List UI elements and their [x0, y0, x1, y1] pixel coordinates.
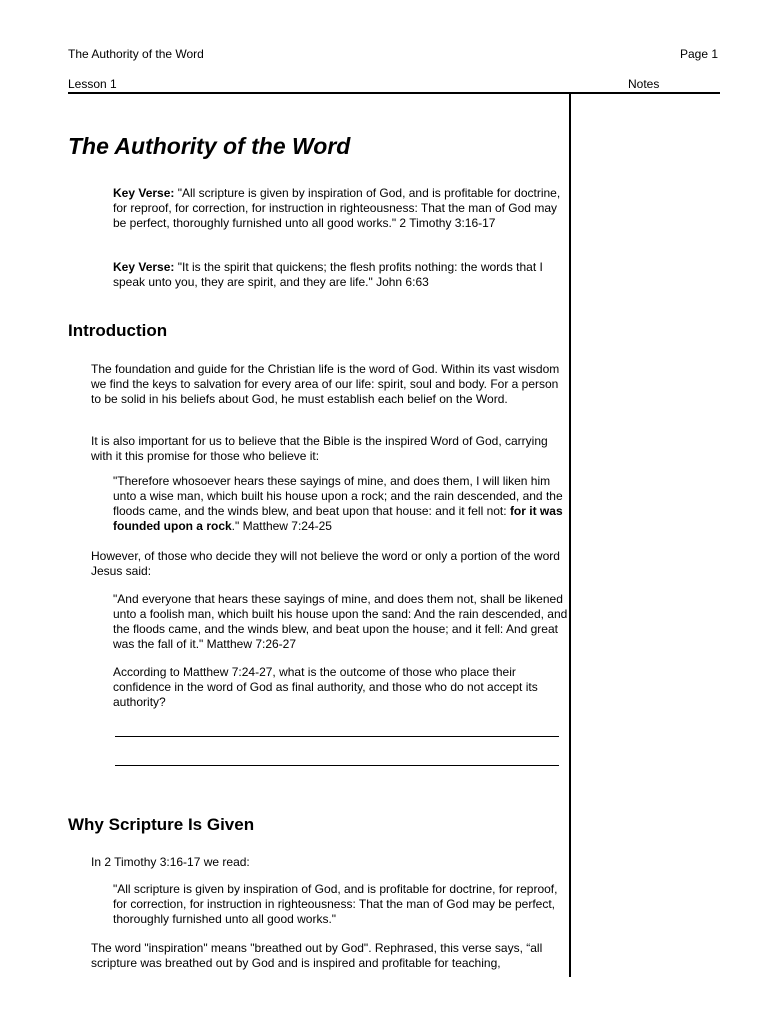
page-number: Page 1 — [680, 47, 719, 61]
intro-paragraph-1: The foundation and guide for the Christian life is the word of God. Within its vast wisdom we find the keys to salvation for every area of our life: spirit, soul and body. For a person to be solid in his beliefs about God, he must establish each belief on the Word. — [91, 362, 560, 406]
why-scripture-paragraph-2: The word "inspiration" means "breathed out by God". Rephrased, this verse says, “all scripture was breathed out by God and is inspired and profitable for teaching, — [91, 941, 543, 970]
header-rule — [68, 92, 720, 94]
key-verse-label: Key Verse: — [113, 260, 175, 274]
key-verse-1 — [113, 186, 568, 231]
quote-emphasis: for it was founded upon a rock — [113, 504, 563, 533]
quote-text: "Therefore whosoever hears these sayings of mine, and does them, I will liken him unto a wise man, which built his house upon a rock; and the rain descended, and the floods came, and the winds blew, and beat upon that house: and it fell not: — [113, 474, 563, 518]
document-title: The Authority of the Word — [68, 133, 351, 159]
introduction-heading: Introduction — [68, 321, 168, 340]
quote-reference: ." Matthew 7:24-25 — [231, 519, 332, 533]
header-title: The Authority of the Word — [68, 47, 204, 61]
quote-matthew-7-24 — [113, 474, 568, 534]
key-verse-text: "All scripture is given by inspiration of God, and is profitable for doctrine, for reproof, for correction, for instruction in righteousness: That the man of God may be perfect, thoroughly furnished unto all good works." 2 Timothy 3:16-17 — [113, 186, 561, 230]
answer-line-2[interactable] — [115, 765, 559, 766]
quote-matthew-7-26: "And everyone that hears these sayings of mine, and does them not, shall be likened unto a foolish man, which built his house upon the sand: And the rain descended, and the floods came, and the winds blew, and beat upon the house; and it fell: And great was the fall of it." Matthew 7:26-27 — [113, 592, 568, 651]
notes-column-rule — [569, 93, 571, 977]
quote-2-timothy: "All scripture is given by inspiration of God, and is profitable for doctrine, for reproof, for correction, for instruction in righteousness: That the man of God may be perfect, thoroughly furnished unto all good works." — [113, 882, 558, 926]
notes-label: Notes — [628, 77, 660, 91]
intro-paragraph-3: However, of those who decide they will not believe the word or only a portion of the word Jesus said: — [91, 549, 560, 578]
answer-line-1[interactable] — [115, 736, 559, 737]
why-scripture-heading: Why Scripture Is Given — [68, 815, 255, 834]
key-verse-2 — [113, 260, 568, 290]
lesson-label: Lesson 1 — [68, 77, 117, 91]
why-scripture-paragraph-1: In 2 Timothy 3:16-17 we read: — [91, 855, 250, 869]
key-verse-label: Key Verse: — [113, 186, 175, 200]
question-text: According to Matthew 7:24-27, what is the outcome of those who place their confidence in the word of God as final authority, and those who do not accept its authority? — [113, 665, 538, 709]
key-verse-text: "It is the spirit that quickens; the flesh profits nothing: the words that I speak unto you, they are spirit, and they are life." John 6:63 — [113, 260, 543, 289]
intro-paragraph-2: It is also important for us to believe that the Bible is the inspired Word of God, carrying with it this promise for those who believe it: — [91, 434, 548, 463]
